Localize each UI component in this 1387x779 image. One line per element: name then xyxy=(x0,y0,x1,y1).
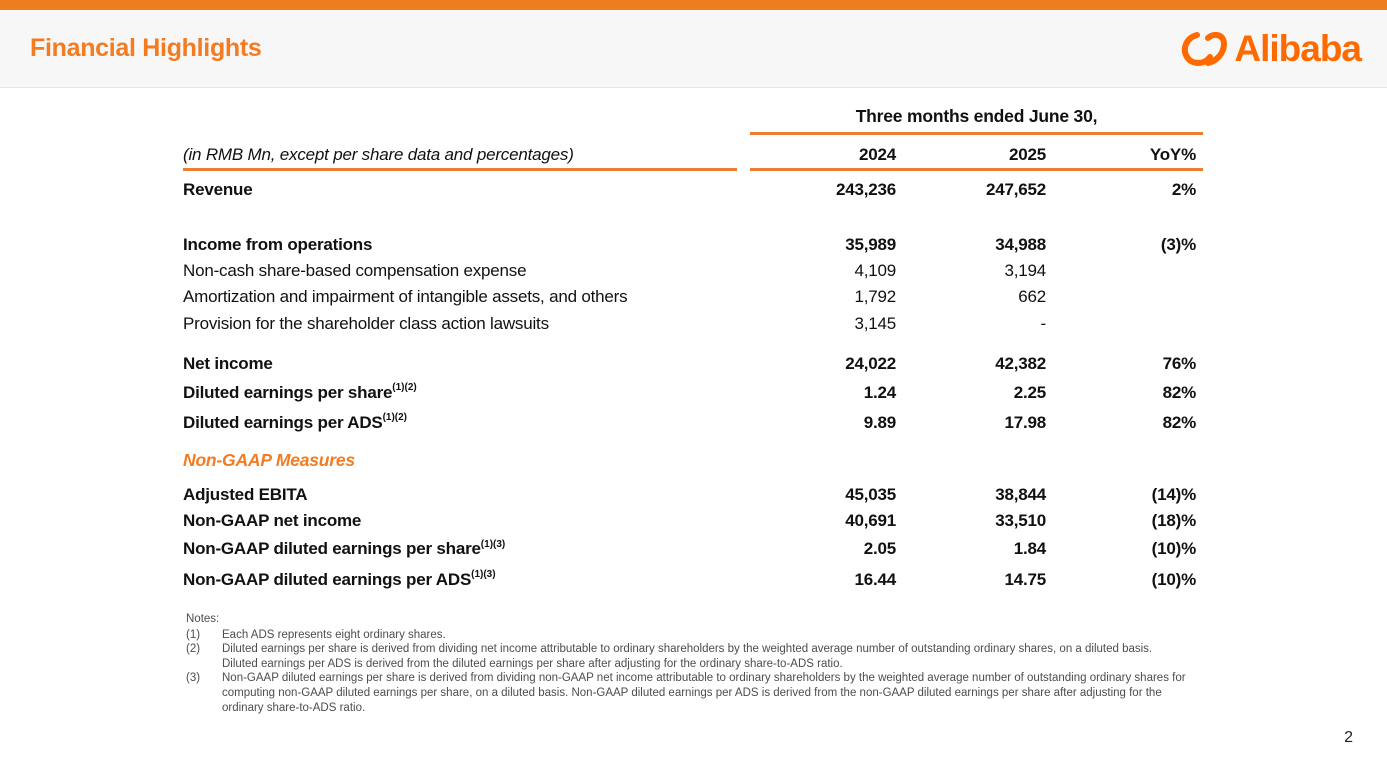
value-2024: 1,792 xyxy=(854,287,896,307)
table-row xyxy=(183,565,1203,596)
value-2025: - xyxy=(1040,313,1046,333)
value-2025: 2.25 xyxy=(1013,382,1046,402)
page-title: Financial Highlights xyxy=(30,34,262,62)
value-2024: 45,035 xyxy=(845,484,896,504)
note-item xyxy=(186,671,1186,715)
value-2024: 24,022 xyxy=(845,354,896,374)
value-2024: 16.44 xyxy=(854,569,896,589)
financial-table xyxy=(183,106,1203,595)
notes-heading: Notes: xyxy=(186,613,220,625)
table-row xyxy=(183,311,1203,337)
value-2024: 4,109 xyxy=(854,260,896,280)
column-header-row xyxy=(183,137,1203,165)
column-header-yoy: YoY% xyxy=(1149,145,1196,164)
table-row xyxy=(183,351,1203,377)
value-2024: 9.89 xyxy=(863,413,896,433)
footnote-ref: (1)(3) xyxy=(471,569,496,581)
table-row xyxy=(183,177,1203,203)
notes-section xyxy=(186,612,1186,715)
row-label: Net income xyxy=(183,354,273,374)
value-2024: 2.05 xyxy=(863,539,896,559)
value-2025: 14.75 xyxy=(1004,569,1046,589)
row-label: Non-GAAP diluted earnings per share$^{(1)(3)}$ xyxy=(183,538,506,559)
slide-header xyxy=(0,10,1387,88)
table-row xyxy=(183,534,1203,565)
row-label: Provision for the shareholder class action lawsuits xyxy=(183,313,549,333)
divider-left-segment xyxy=(183,168,737,171)
value-2025: 42,382 xyxy=(995,354,1046,374)
note-item xyxy=(186,642,1186,671)
value-yoy: (10)% xyxy=(1151,569,1196,589)
value-yoy: 82% xyxy=(1162,382,1196,402)
value-2025: 662 xyxy=(1018,287,1046,307)
footnote-ref: (1)(3) xyxy=(480,538,506,550)
alibaba-logo xyxy=(1180,28,1361,70)
value-2024: 35,989 xyxy=(845,234,896,254)
value-2024: 40,691 xyxy=(845,510,896,530)
row-group xyxy=(183,231,1203,337)
value-yoy: (10)% xyxy=(1151,539,1196,559)
value-yoy: (14)% xyxy=(1151,484,1196,504)
top-accent-bar xyxy=(0,0,1387,10)
row-label: Diluted earnings per share$^{(1)(2)}$ xyxy=(183,381,417,402)
value-yoy: (18)% xyxy=(1151,510,1196,530)
value-2025: 34,988 xyxy=(995,234,1046,254)
row-label: Revenue xyxy=(183,180,253,200)
row-label: Amortization and impairment of intangible assets, and others xyxy=(183,287,628,307)
divider-period xyxy=(750,132,1203,135)
table-row xyxy=(183,508,1203,534)
row-label: Adjusted EBITA xyxy=(183,484,308,504)
value-yoy: 2% xyxy=(1171,180,1196,200)
row-label: Diluted earnings per $ADS^{(1)(2)}$ xyxy=(183,412,408,433)
column-header-2025: 2025 xyxy=(1008,145,1046,164)
alibaba-smile-icon xyxy=(1180,29,1228,69)
table-body xyxy=(183,177,1203,595)
note-item xyxy=(186,628,1186,643)
row-group xyxy=(183,177,1203,203)
value-2024: 243,236 xyxy=(835,180,896,200)
table-row xyxy=(183,408,1203,439)
table-row xyxy=(183,481,1203,507)
row-label: Non-cash share-based compensation expense xyxy=(183,260,527,280)
value-2025: 247,652 xyxy=(985,180,1046,200)
value-2024: 1.24 xyxy=(863,382,896,402)
value-2025: 1.84 xyxy=(1013,539,1046,559)
row-group xyxy=(183,351,1203,438)
row-label: Non-GAAP diluted earnings per $ADS^{(1)(3)}$ xyxy=(183,569,496,589)
note-text: Each ADS represents eight ordinary shares. xyxy=(222,628,446,641)
page-number: 2 xyxy=(1344,729,1353,746)
notes-list xyxy=(186,628,1186,716)
table-row xyxy=(183,231,1203,257)
row-group xyxy=(183,450,1203,595)
note-text: Non-GAAP diluted earnings per share is derived from dividing non-GAAP net income attributable to ordinary shareholders by the weighted average number of outstanding ordinary shares for computing non-GAAP diluted earnings per share, on a diluted basis. Non-GAAP diluted earnings per ADS is derived from the non-GAAP diluted earnings per share after adjusting for the ordinary share-to-ADS ratio. xyxy=(222,672,1186,714)
value-yoy: 76% xyxy=(1162,354,1196,374)
note-number: (1) xyxy=(186,628,201,641)
value-yoy: 82% xyxy=(1162,413,1196,433)
table-row xyxy=(183,258,1203,284)
value-2025: 17.98 xyxy=(1004,413,1046,433)
alibaba-logo-text: Alibaba xyxy=(1234,27,1361,69)
table-row xyxy=(183,284,1203,310)
value-yoy: (3)% xyxy=(1160,234,1196,254)
divider-right-segment xyxy=(750,168,1203,171)
value-2025: 38,844 xyxy=(995,484,1046,504)
section-heading: Non-GAAP Measures xyxy=(183,450,355,471)
row-label: Non-GAAP net income xyxy=(183,510,362,530)
column-header-2024: 2024 xyxy=(858,145,896,164)
table-row xyxy=(183,377,1203,408)
footnote-ref: (1)(2) xyxy=(392,381,417,393)
value-2024: 3,145 xyxy=(854,313,896,333)
period-header: Three months ended June 30, xyxy=(855,106,1098,126)
row-label: Income from operations xyxy=(183,234,373,254)
divider-header xyxy=(183,168,1203,171)
note-number: (2) xyxy=(186,643,201,656)
unit-label: (in RMB Mn, except per share data and percentages) xyxy=(183,145,574,164)
note-text: Diluted earnings per share is derived from dividing net income attributable to ordinary shareholders by the weighted average number of outstanding ordinary shares, on a diluted basis. Diluted earnings per ADS is derived from the diluted earnings per share after adjusting for the ordinary share-to-ADS ratio. xyxy=(222,643,1153,670)
footnote-ref: (1)(2) xyxy=(382,412,408,424)
note-number: (3) xyxy=(186,672,201,685)
value-2025: 3,194 xyxy=(1004,260,1046,280)
value-2025: 33,510 xyxy=(995,510,1046,530)
